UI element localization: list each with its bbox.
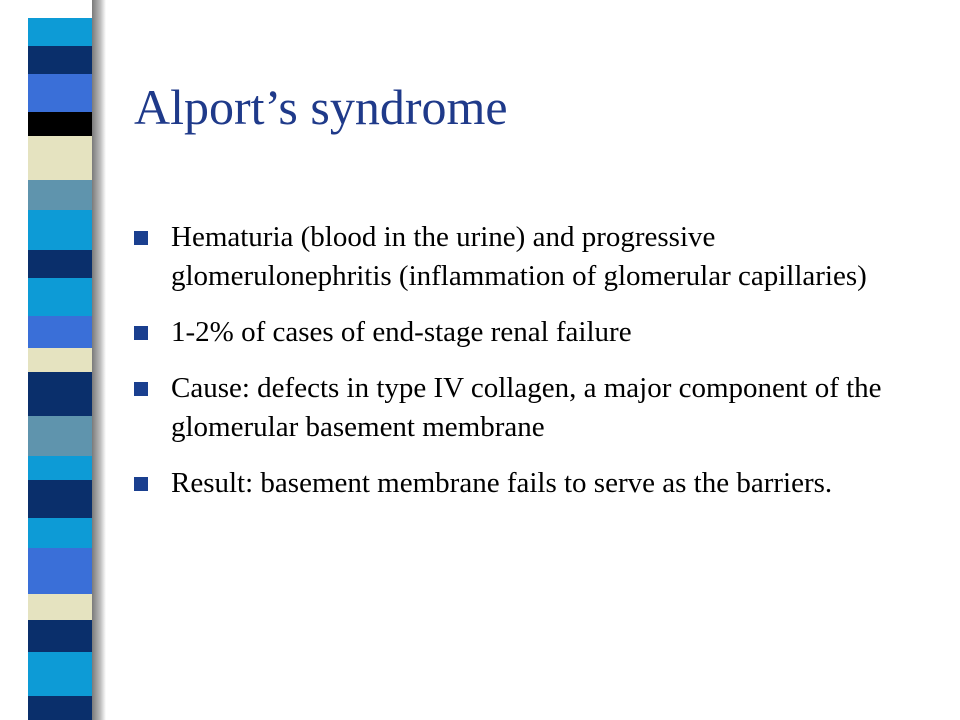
bullet-text: Result: basement membrane fails to serve as the barriers. [171,467,833,499]
stripe-shadow [92,0,106,720]
decorative-stripe [0,0,110,720]
bullet-item [134,369,924,447]
stripe-block [28,278,92,316]
square-bullet-icon [134,326,148,340]
bullet-text: Hematuria (blood in the urine) and progressive glomerulonephritis (inflammation of glomerular capillaries) [171,221,867,292]
bullet-item [134,313,924,352]
stripe-block [28,180,92,210]
slide-title: Alport’s syndrome [134,79,508,135]
bullet-item [134,464,924,503]
stripe-block [28,548,92,594]
stripe-block [28,46,92,74]
bullet-list [134,218,924,520]
bullet-text: 1-2% of cases of end-stage renal failure [171,316,632,348]
stripe-block [28,348,92,372]
stripe-band [28,0,92,720]
stripe-margin [0,0,28,720]
square-bullet-icon [134,382,148,396]
stripe-block [28,250,92,278]
square-bullet-icon [134,231,148,245]
stripe-block [28,518,92,548]
bullet-text: Cause: defects in type IV collagen, a major component of the glomerular basement membrane [171,372,882,443]
stripe-block [28,620,92,652]
stripe-block [28,456,92,480]
bullet-item [134,218,924,296]
stripe-block [28,136,92,180]
stripe-block [28,416,92,456]
stripe-block [28,210,92,250]
stripe-block [28,0,92,18]
stripe-block [28,480,92,518]
stripe-block [28,18,92,46]
square-bullet-icon [134,477,148,491]
stripe-block [28,652,92,696]
stripe-block [28,316,92,348]
stripe-block [28,112,92,136]
stripe-block [28,594,92,620]
stripe-block [28,696,92,720]
stripe-block [28,372,92,416]
stripe-block [28,74,92,112]
